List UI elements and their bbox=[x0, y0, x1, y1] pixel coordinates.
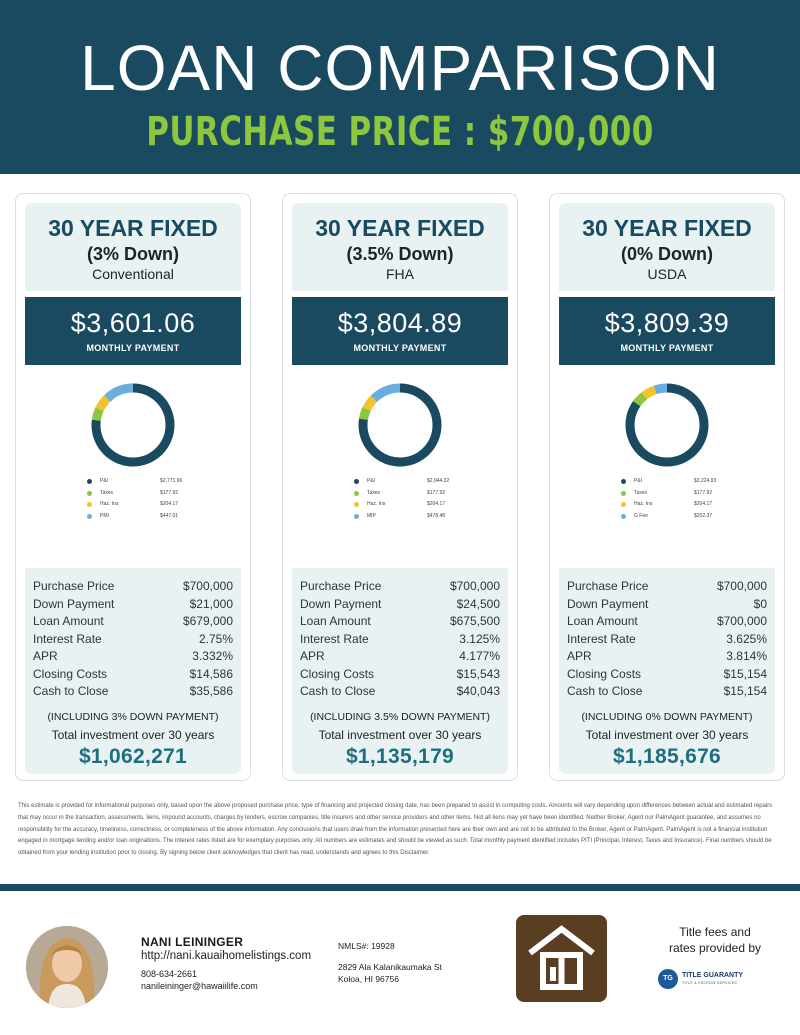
legend-item bbox=[353, 500, 463, 512]
detail-row-cash-to-close bbox=[567, 683, 767, 700]
legend-item bbox=[86, 512, 196, 524]
legend-swatch bbox=[621, 479, 626, 484]
down-payment-percent: (0% Down) bbox=[621, 244, 713, 264]
detail-row-loan-amount bbox=[33, 613, 233, 630]
monthly-payment-amount: $3,601.06 bbox=[70, 308, 196, 338]
legend-swatch bbox=[87, 491, 92, 496]
legend-value: $202.37 bbox=[694, 512, 713, 519]
detail-row-down-payment bbox=[567, 596, 767, 613]
detail-row-down-payment bbox=[300, 596, 500, 613]
detail-label: Down Payment bbox=[33, 596, 115, 611]
monthly-payment-label: MONTHLY PAYMENT bbox=[353, 343, 447, 353]
payment-breakdown-legend bbox=[353, 477, 463, 523]
legend-item bbox=[353, 489, 463, 501]
address-line-2: Koloa, HI 96756 bbox=[338, 974, 399, 984]
detail-value: $700,000 bbox=[716, 614, 767, 628]
legend-swatch bbox=[354, 502, 359, 507]
detail-label: Loan Amount bbox=[300, 614, 371, 628]
loan-card-usda bbox=[549, 193, 785, 781]
detail-label: Down Payment bbox=[567, 596, 649, 611]
legend-item bbox=[353, 477, 463, 489]
purchase-price-subtitle: PURCHASE PRICE : $700,000 bbox=[146, 109, 654, 155]
payment-breakdown-legend bbox=[86, 477, 196, 523]
detail-label: Closing Costs bbox=[300, 666, 375, 681]
detail-row-cash-to-close bbox=[300, 683, 500, 700]
legend-label: MIP bbox=[367, 512, 376, 519]
legend-label: Taxes bbox=[634, 489, 648, 496]
detail-label: APR bbox=[33, 649, 58, 663]
legend-value: $3,224.93 bbox=[694, 478, 717, 484]
loan-card-fha bbox=[282, 193, 518, 781]
legend-value: $478.48 bbox=[427, 512, 446, 519]
including-down-payment-note: (INCLUDING 0% DOWN PAYMENT) bbox=[581, 711, 753, 723]
loan-type: USDA bbox=[647, 266, 687, 282]
legend-swatch bbox=[354, 491, 359, 496]
legend-label: Haz. Ins bbox=[100, 501, 119, 507]
including-down-payment-note: (INCLUDING 3% DOWN PAYMENT) bbox=[47, 711, 219, 723]
detail-value: $24,500 bbox=[456, 596, 500, 611]
legend-label: P&I bbox=[367, 478, 376, 484]
detail-row-closing-costs bbox=[567, 666, 767, 683]
detail-value: $700,000 bbox=[716, 579, 767, 593]
down-payment-percent: (3.5% Down) bbox=[346, 244, 454, 264]
detail-label: Purchase Price bbox=[300, 579, 382, 593]
detail-value: 3.814% bbox=[726, 649, 767, 663]
detail-row-interest-rate bbox=[300, 631, 500, 648]
loan-details-panel bbox=[559, 568, 775, 774]
detail-label: Closing Costs bbox=[567, 666, 642, 681]
title-guaranty-emblem-icon: TG bbox=[658, 969, 678, 989]
legend-value: $177.92 bbox=[427, 489, 446, 496]
monthly-payment-panel bbox=[25, 297, 241, 365]
detail-value: $21,000 bbox=[189, 596, 233, 611]
detail-value: 3.625% bbox=[726, 631, 767, 646]
legend-swatch bbox=[354, 479, 359, 484]
total-investment-label: Total investment over 30 years bbox=[318, 728, 482, 742]
title-guaranty-name: TITLE GUARANTY bbox=[682, 972, 744, 979]
legend-swatch bbox=[621, 514, 626, 519]
agent-phone[interactable]: 808-634-2661 bbox=[141, 969, 198, 979]
payment-breakdown-donut bbox=[357, 382, 443, 468]
detail-label: Loan Amount bbox=[33, 614, 104, 628]
detail-row-purchase-price bbox=[33, 578, 233, 595]
detail-value: $15,154 bbox=[723, 684, 767, 698]
detail-value: $679,000 bbox=[182, 614, 233, 628]
legend-swatch bbox=[87, 479, 92, 484]
detail-row-loan-amount bbox=[567, 613, 767, 630]
legend-value: $177.92 bbox=[694, 489, 713, 496]
house-logo-icon bbox=[516, 915, 607, 1002]
monthly-payment-label: MONTHLY PAYMENT bbox=[620, 343, 714, 353]
detail-value: $40,043 bbox=[456, 684, 500, 698]
detail-label: Purchase Price bbox=[567, 579, 649, 593]
detail-row-cash-to-close bbox=[33, 683, 233, 700]
legend-label: P&I bbox=[100, 478, 109, 484]
detail-label: Cash to Close bbox=[567, 684, 643, 698]
legend-label: Haz. Ins bbox=[367, 501, 386, 507]
including-down-payment-note: (INCLUDING 3.5% DOWN PAYMENT) bbox=[310, 711, 490, 723]
legend-value: $2,944.32 bbox=[427, 478, 450, 484]
detail-row-apr bbox=[567, 648, 767, 665]
loan-term-title: 30 YEAR FIXED bbox=[315, 215, 485, 241]
detail-value: $15,154 bbox=[723, 666, 767, 681]
total-investment-amount: $1,185,676 bbox=[612, 745, 722, 768]
detail-value: $35,586 bbox=[189, 684, 233, 698]
loan-term-title: 30 YEAR FIXED bbox=[48, 215, 218, 241]
detail-value: $700,000 bbox=[182, 579, 233, 593]
legend-value: $177.92 bbox=[160, 489, 179, 496]
detail-value: 4.177% bbox=[459, 649, 500, 663]
legend-item bbox=[353, 512, 463, 524]
loan-details-panel bbox=[25, 568, 241, 774]
detail-value: 2.75% bbox=[198, 631, 233, 646]
detail-value: $14,586 bbox=[189, 666, 233, 681]
legend-swatch bbox=[354, 514, 359, 519]
legend-item bbox=[620, 512, 730, 524]
legend-label: G Fee bbox=[634, 512, 648, 519]
detail-value: $15,543 bbox=[456, 666, 500, 681]
title-guaranty-logo bbox=[658, 969, 758, 991]
page-header bbox=[0, 0, 800, 174]
title-guaranty-subtitle: TITLE & ESCROW SERVICES bbox=[682, 981, 738, 985]
detail-row-purchase-price bbox=[567, 578, 767, 595]
footer-divider bbox=[0, 884, 800, 891]
loan-card-header bbox=[559, 203, 775, 291]
payment-breakdown-donut bbox=[90, 382, 176, 468]
total-investment-label: Total investment over 30 years bbox=[585, 728, 749, 742]
monthly-payment-label: MONTHLY PAYMENT bbox=[86, 343, 180, 353]
agent-email[interactable]: nanileininger@hawaiilife.com bbox=[141, 981, 258, 991]
detail-label: Interest Rate bbox=[33, 631, 102, 646]
agent-portrait-icon bbox=[26, 926, 108, 1008]
total-investment-label: Total investment over 30 years bbox=[51, 728, 215, 742]
legend-swatch bbox=[87, 514, 92, 519]
loan-type: FHA bbox=[386, 266, 414, 282]
detail-value: 3.332% bbox=[192, 649, 233, 663]
monthly-payment-amount: $3,809.39 bbox=[604, 308, 730, 338]
loan-card-conventional bbox=[15, 193, 251, 781]
legend-item bbox=[86, 489, 196, 501]
payment-breakdown-donut bbox=[624, 382, 710, 468]
detail-value: $700,000 bbox=[449, 579, 500, 593]
detail-label: Interest Rate bbox=[567, 631, 636, 646]
legend-item bbox=[86, 477, 196, 489]
legend-label: Haz. Ins bbox=[634, 501, 653, 507]
legend-value: $204.17 bbox=[160, 501, 179, 507]
title-fees-line-1: Title fees and bbox=[679, 925, 751, 939]
legend-label: Taxes bbox=[367, 489, 381, 496]
down-payment-percent: (3% Down) bbox=[87, 244, 179, 264]
disclaimer-text: This estimate is provided for informational purposes only, based upon the above proposed purchase price, type of financing and projected closing date, has been prepared to assist in computing costs. Amounts will vary depending upon differences between actual and estimated repairs that may occur in the transaction, assessments, liens, impound accounts, charges by lenders, escrow companies, title insurers and other service providers and other items. Not all liens may yet have been identified. Neither Broker, Agent nor PalmAgent guarantee, and assumes no responsibility for the accuracy, timeliness, correctness, or completeness of the above information. Any conclusions that users draw from the information presented here are their own and are not to be attributed to the Broker, Agent or PalmAgent. PalmAgent is not a financial institution engaged in mortgage lending and/or loan originations. The interest rates listed are for exemplary purposes only. All numbers are estimates and should be viewed as such. Total monthly payment identified includes PITI (Principal, Interest, Taxes and Insurance). Final numbers should be obtained from your lending institution prior to closing. By signing below client acknowledges that client has read, understands and agrees to this Disclaimer. bbox=[18, 803, 773, 857]
loan-type: Conventional bbox=[92, 266, 174, 282]
agent-website-link[interactable]: http://nani.kauaihomelistings.com bbox=[141, 950, 312, 962]
detail-row-closing-costs bbox=[33, 666, 233, 683]
detail-row-loan-amount bbox=[300, 613, 500, 630]
agent-name: NANI LEININGER bbox=[141, 935, 244, 949]
detail-row-interest-rate bbox=[567, 631, 767, 648]
detail-label: Cash to Close bbox=[33, 684, 109, 698]
detail-value: $675,500 bbox=[449, 614, 500, 628]
detail-value: $0 bbox=[753, 596, 767, 611]
detail-label: APR bbox=[567, 649, 592, 663]
agent-photo bbox=[26, 926, 108, 1008]
loan-details-panel bbox=[292, 568, 508, 774]
title-fees-note bbox=[640, 924, 790, 956]
loan-card-header bbox=[25, 203, 241, 291]
detail-row-interest-rate bbox=[33, 631, 233, 648]
legend-swatch bbox=[621, 491, 626, 496]
detail-label: Interest Rate bbox=[300, 631, 369, 646]
total-investment-amount: $1,062,271 bbox=[78, 745, 188, 768]
payment-breakdown-legend bbox=[620, 477, 730, 523]
detail-row-down-payment bbox=[33, 596, 233, 613]
legend-label: P&I bbox=[634, 478, 643, 484]
detail-label: Loan Amount bbox=[567, 614, 638, 628]
monthly-payment-amount: $3,804.89 bbox=[337, 308, 463, 338]
legend-item bbox=[620, 477, 730, 489]
legend-value: $204.17 bbox=[694, 501, 713, 507]
detail-row-apr bbox=[300, 648, 500, 665]
legend-value: $204.17 bbox=[427, 501, 446, 507]
loan-card-header bbox=[292, 203, 508, 291]
detail-label: Closing Costs bbox=[33, 666, 108, 681]
legend-item bbox=[86, 500, 196, 512]
detail-label: Down Payment bbox=[300, 596, 382, 611]
detail-label: Purchase Price bbox=[33, 579, 115, 593]
detail-value: 3.125% bbox=[459, 631, 500, 646]
detail-row-purchase-price bbox=[300, 578, 500, 595]
detail-label: APR bbox=[300, 649, 325, 663]
detail-row-closing-costs bbox=[300, 666, 500, 683]
loan-term-title: 30 YEAR FIXED bbox=[582, 215, 752, 241]
legend-label: Taxes bbox=[100, 489, 114, 496]
nmls-number: NMLS#: 19928 bbox=[338, 941, 395, 951]
detail-label: Cash to Close bbox=[300, 684, 376, 698]
monthly-payment-panel bbox=[559, 297, 775, 365]
legend-item bbox=[620, 500, 730, 512]
legend-value: $447.01 bbox=[160, 512, 179, 519]
legend-value: $2,771.96 bbox=[160, 478, 183, 484]
monthly-payment-panel bbox=[292, 297, 508, 365]
legend-label: PMI bbox=[100, 512, 109, 519]
legend-item bbox=[620, 489, 730, 501]
address-line-1: 2829 Ala Kalanikaumaka St bbox=[338, 962, 442, 972]
legend-swatch bbox=[87, 502, 92, 507]
title-fees-line-2: rates provided by bbox=[668, 941, 762, 955]
brokerage-logo bbox=[516, 915, 607, 1002]
total-investment-amount: $1,135,179 bbox=[345, 745, 455, 768]
detail-row-apr bbox=[33, 648, 233, 665]
page-title: LOAN COMPARISON bbox=[80, 32, 720, 104]
legend-swatch bbox=[621, 502, 626, 507]
